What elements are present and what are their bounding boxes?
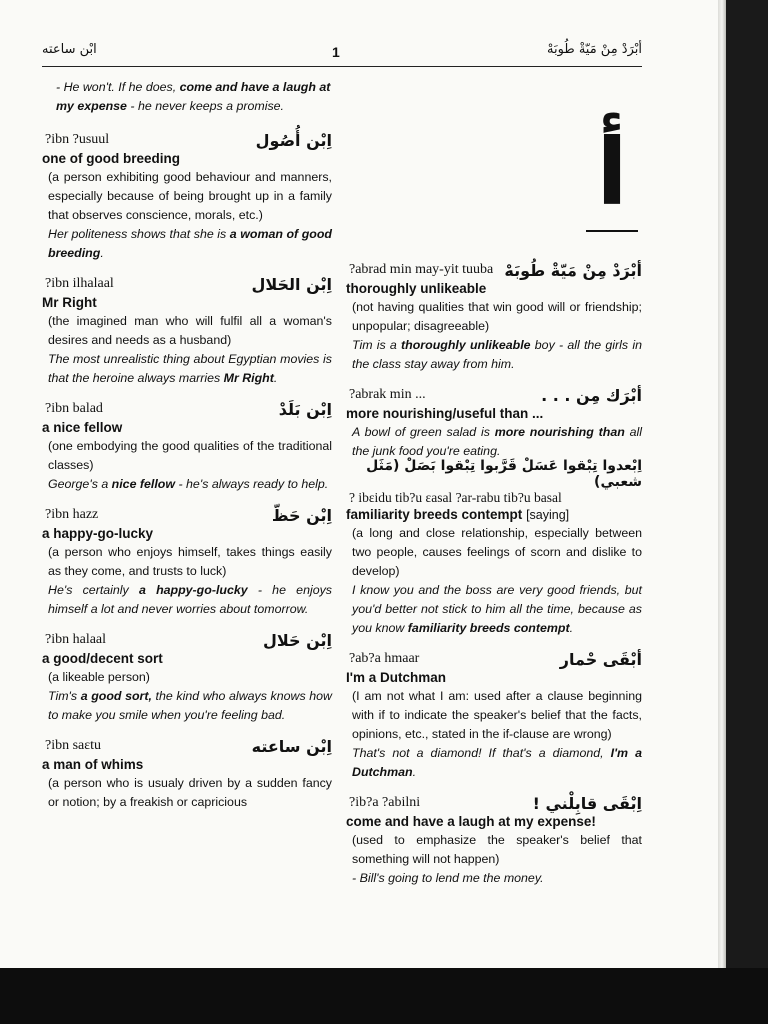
dictionary-entry <box>346 258 642 374</box>
page-edge <box>718 0 726 968</box>
entry-arabic: أبْرَك مِن . . . <box>541 386 642 405</box>
entry-example: Tim's a good sort, the kind who always knows how to make you smile when you're feeling bad. <box>48 689 332 722</box>
entry-example: He's certainly a happy-go-lucky - he enjoys himself a lot and never worries about tomorrow. <box>48 583 332 616</box>
entry-definition: (I am not what I am: used after a clause beginning with if to indicate the speaker's belief that the facts, opinions, etc., stated in the if-clause are wrong) <box>352 689 642 741</box>
entry-example: The most unrealistic thing about Egyptian movies is that the heroine always marries Mr Right. <box>48 352 332 385</box>
entry-usage-tag: [saying] <box>526 508 570 522</box>
entry-definition: (a person who is usualy driven by a sudden fancy or notion; by a freakish or capricious <box>48 776 332 809</box>
dictionary-entry <box>42 734 332 812</box>
entry-transliteration: ? ibεidu tib?u εasal ?ar-rabu tib?u basal <box>349 490 562 505</box>
entry-transliteration: ?abrad min may-yit tuuba <box>349 262 494 277</box>
entry-transliteration: ?ab?a hmaar <box>349 651 420 666</box>
entry-arabic: اِبْقَى قابِلْني ! <box>532 794 642 813</box>
entry-arabic: اِبْن الحَلال <box>251 275 332 294</box>
entry-transliteration: ?ibn balad <box>45 401 103 416</box>
entry-arabic: اِبْن بَلَدْ <box>278 400 332 419</box>
entry-term: a man of whims <box>42 757 144 772</box>
entry-transliteration: ?ibn halaal <box>45 632 107 647</box>
scanner-background <box>0 968 768 1024</box>
continuation-text: - He won't. If he does, come and have a laugh at my expense - he never keeps a promise. <box>56 80 331 113</box>
page-number: 1 <box>332 44 340 60</box>
dictionary-entry <box>42 128 332 263</box>
right-column <box>346 258 642 897</box>
entry-transliteration: ?ibn ?usuul <box>45 132 110 147</box>
entry-term: more nourishing/useful than ... <box>346 406 544 421</box>
entry-term: come and have a laugh at my expense! <box>346 814 596 829</box>
entry-definition: (the imagined man who will fulfil all a woman's desires and needs as a husband) <box>48 314 332 347</box>
entry-transliteration: ?abrak min ... <box>349 387 426 402</box>
entry-transliteration: ?ibn saεtu <box>45 738 102 753</box>
entry-term: familiarity breeds contempt [saying] <box>346 507 570 522</box>
header-right-arabic: أبْرَدْ مِنْ مَيّةْ طُوبَهْ <box>547 42 642 57</box>
section-letter-block <box>584 118 640 233</box>
dictionary-entry <box>42 628 332 725</box>
entry-arabic: اِبْن حَلال <box>262 631 332 650</box>
entry-example: Tim is a thoroughly unlikeable boy - all the girls in the class stay away from him. <box>352 338 642 371</box>
running-header <box>42 40 642 67</box>
entry-arabic: اِبْعدوا تِبْقوا عَسَلْ قَرَّبوا تِبْقوا بَصَلْ (مَثَل شعبي) <box>366 458 642 490</box>
entry-definition: (not having qualities that win good will or friendship; unpopular; disagreeable) <box>352 300 642 333</box>
entry-definition: (a person who enjoys himself, takes things easily as they come, and trusts to luck) <box>48 545 332 578</box>
dictionary-entry <box>346 383 642 461</box>
entry-definition: (a likeable person) <box>48 670 150 684</box>
entry-example: That's not a diamond! If that's a diamond, I'm a Dutchman. <box>352 746 642 779</box>
entry-term: thoroughly unlikeable <box>346 281 487 296</box>
entry-example: - Bill's going to lend me the money. <box>352 871 544 885</box>
entry-transliteration: ?ibn ilhalaal <box>45 276 114 291</box>
section-letter-rule <box>586 230 638 232</box>
entry-arabic: أبْقَى حْمار <box>559 650 642 669</box>
entry-term: I'm a Dutchman <box>346 670 446 685</box>
entry-definition: (one embodying the good qualities of the traditional classes) <box>48 439 332 472</box>
entry-arabic: أبْرَدْ مِنْ مَيّةْ طُوبَهْ <box>504 261 642 280</box>
entry-transliteration: ?ibn hazz <box>45 507 99 522</box>
entry-term: a happy-go-lucky <box>42 526 154 541</box>
entry-term: a good/decent sort <box>42 651 163 666</box>
entry-arabic: اِبْن حَظّ <box>271 506 332 525</box>
entry-definition: (used to emphasize the speaker's belief that something will not happen) <box>352 833 642 866</box>
header-left-arabic: ابْن ساعته <box>42 42 97 57</box>
entry-example: George's a nice fellow - he's always ready to help. <box>48 477 329 491</box>
entry-example: A bowl of green salad is more nourishing than all the junk food you're eating. <box>352 425 642 458</box>
dictionary-entry <box>42 503 332 619</box>
section-letter: أ <box>596 119 628 226</box>
dictionary-entry <box>346 647 642 782</box>
dictionary-entry <box>346 791 642 888</box>
entry-term: Mr Right <box>42 295 97 310</box>
entry-transliteration: ?ib?a ?abilni <box>349 795 421 810</box>
entry-definition: (a person exhibiting good behaviour and manners, especially because of being brought up in a family that observes conscience, morals, etc.) <box>48 170 332 222</box>
entry-arabic: اِبْن أُصُول <box>255 131 332 150</box>
dictionary-entry <box>42 397 332 494</box>
entry-example: I know you and the boss are very good friends, but you'd better not stick to him all the time, because as you know familiarity breeds contempt. <box>352 583 642 635</box>
entry-term: one of good breeding <box>42 151 180 166</box>
entry-term: a nice fellow <box>42 420 123 435</box>
left-column <box>42 78 332 821</box>
dictionary-entry <box>42 272 332 388</box>
entry-definition: (a long and close relationship, especially between two people, causes feelings of scorn and dislike to develop) <box>352 526 642 578</box>
entry-arabic: اِبْن ساعته <box>251 737 332 756</box>
entry-example: Her politeness shows that she is a woman of good breeding. <box>48 227 332 260</box>
dictionary-entry <box>346 458 642 638</box>
